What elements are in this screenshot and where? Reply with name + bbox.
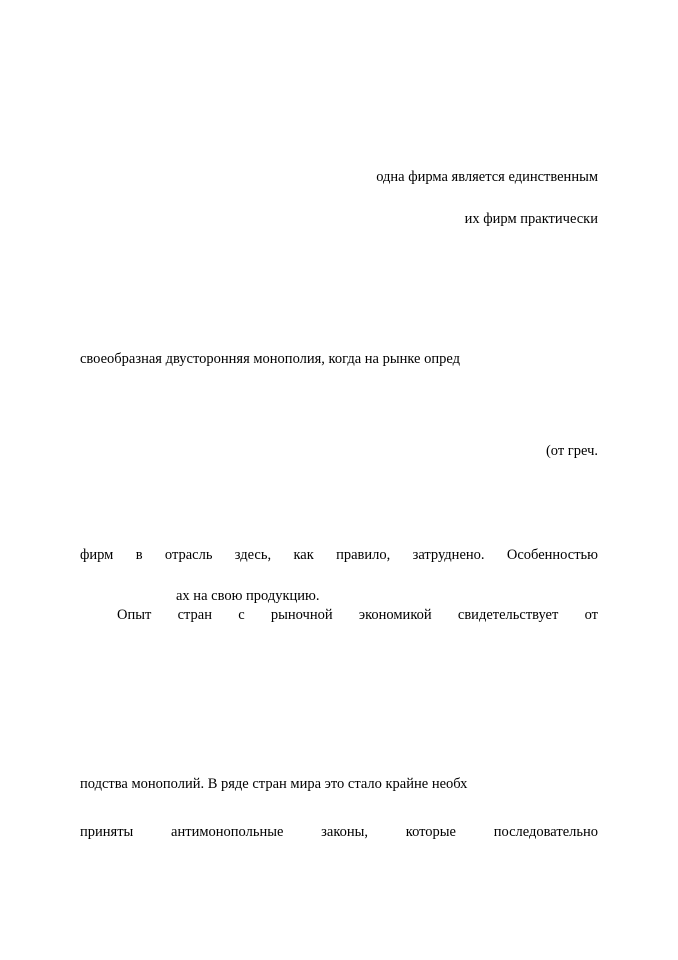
- text-line: фирм в отрасль здесь, как правило, затруднено. Особенностью: [80, 547, 598, 563]
- text-line: ах на свою продукцию.: [176, 588, 320, 604]
- text-line: одна фирма является единственным: [376, 169, 598, 185]
- text-line: своеобразная двусторонняя монополия, когда на рынке опред: [80, 351, 460, 367]
- text-line: Опыт стран с рыночной экономикой свидетельствует от: [117, 607, 598, 623]
- text-line: подства монополий. В ряде стран мира это стало крайне необх: [80, 776, 468, 792]
- text-line: их фирм практически: [464, 211, 598, 227]
- text-line: приняты антимонопольные законы, которые последовательно: [80, 824, 598, 840]
- text-line: (от греч.: [545, 443, 598, 459]
